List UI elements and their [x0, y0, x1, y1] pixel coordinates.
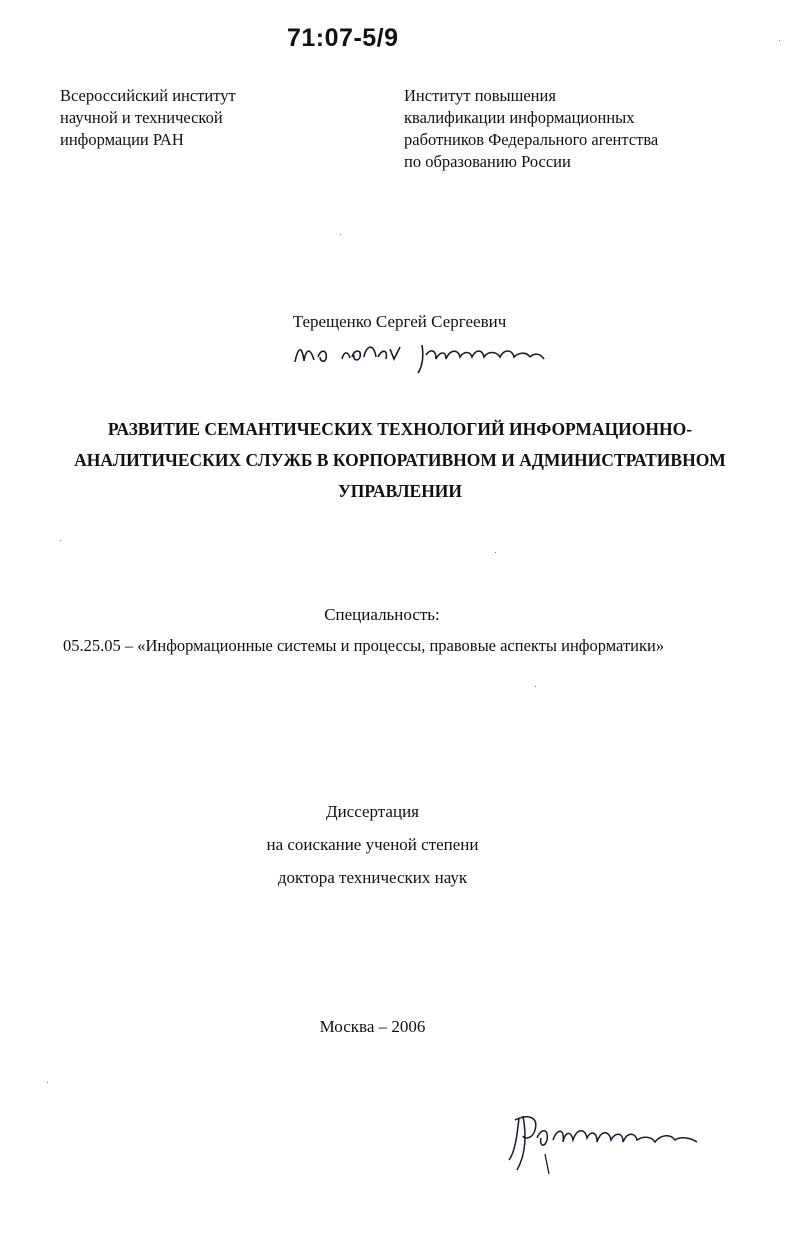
reference-code: 71:07-5/9	[287, 24, 399, 52]
scan-speck	[779, 40, 780, 41]
org-right-line: работников Федерального агентства	[404, 130, 659, 149]
org-right-line: квалификации информационных	[404, 108, 635, 127]
dissertation-title	[40, 414, 760, 507]
degree-line: Диссертация	[325, 802, 419, 821]
author-name: Терещенко Сергей Сергеевич	[292, 312, 507, 331]
org-left-line: научной и технической	[60, 108, 223, 127]
scan-speck	[47, 1082, 48, 1083]
organization-right	[404, 85, 658, 173]
scan-speck	[495, 552, 496, 553]
scan-speck	[340, 234, 341, 235]
title-line: УПРАВЛЕНИИ	[337, 481, 463, 501]
org-right-line: по образованию России	[404, 152, 571, 171]
org-right-line: Институт повышения	[404, 86, 556, 105]
degree-line: доктора технических наук	[277, 868, 468, 887]
specialty-label: Специальность:	[324, 605, 440, 624]
organization-left	[60, 85, 236, 151]
scan-speck	[535, 686, 536, 687]
specialty-value: 05.25.05 – «Информационные системы и процессы, правовые аспекты информатики»	[63, 636, 665, 655]
org-left-line: информации РАН	[60, 130, 184, 149]
city-year: Москва – 2006	[319, 1017, 426, 1036]
scan-speck	[60, 540, 61, 541]
handwritten-note	[290, 327, 550, 377]
title-line: АНАЛИТИЧЕСКИХ СЛУЖБ В КОРПОРАТИВНОМ И АДМИНИСТРАТИВНОМ	[74, 450, 726, 470]
degree-line: на соискание ученой степени	[266, 835, 479, 854]
org-left-line: Всероссийский институт	[60, 86, 236, 105]
degree-block	[0, 795, 745, 894]
signature	[505, 1108, 705, 1178]
title-line: РАЗВИТИЕ СЕМАНТИЧЕСКИХ ТЕХНОЛОГИЙ ИНФОРМАЦИОННО-	[107, 419, 693, 439]
